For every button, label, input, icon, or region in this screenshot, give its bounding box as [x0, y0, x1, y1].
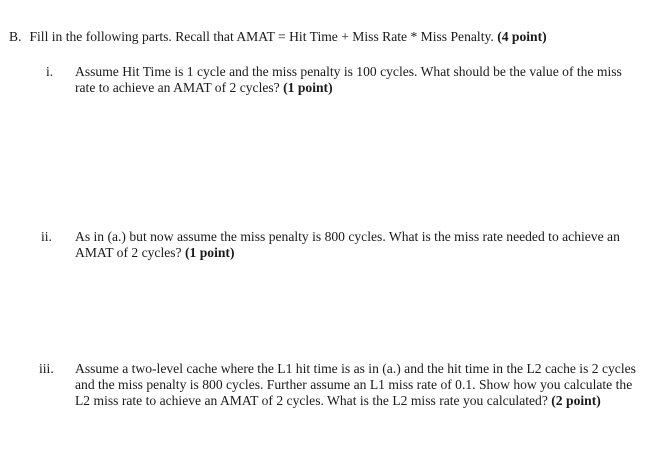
subquestion-number: i. [46, 64, 54, 79]
subquestion-text [75, 361, 640, 409]
question-text: Fill in the following parts. Recall that AMAT = Hit Time + Miss Rate * Miss Penalty. [29, 29, 494, 44]
subquestion-points: (1 point) [185, 245, 235, 260]
subquestion-number: ii. [41, 229, 52, 244]
subquestion-text [75, 64, 640, 96]
subquestion-body: As in (a.) but now assume the miss penalty is 800 cycles. What is the miss rate needed to achieve an AMAT of 2 cycles? [75, 229, 620, 260]
question-label: B. [9, 29, 22, 44]
subquestion-points: (1 point) [283, 80, 333, 95]
subquestion-body: Assume a two-level cache where the L1 hit time is as in (a.) and the hit time in the L2 cache is 2 cycles and the miss penalty is 800 cycles. Further assume an L1 miss rate of 0.1. Show how you calculate the L2 miss rate to achieve an AMAT of 2 cycles. What is the L2 miss rate you calculated? [75, 361, 636, 408]
subquestion-number: iii. [39, 361, 54, 376]
subquestion-body: Assume Hit Time is 1 cycle and the miss penalty is 100 cycles. What should be the value of the miss rate to achieve an AMAT of 2 cycles? [75, 64, 622, 95]
subquestion-text [75, 229, 640, 261]
question-points: (4 point) [497, 29, 547, 44]
subquestion-points: (2 point) [551, 393, 601, 408]
question-header [9, 29, 547, 45]
